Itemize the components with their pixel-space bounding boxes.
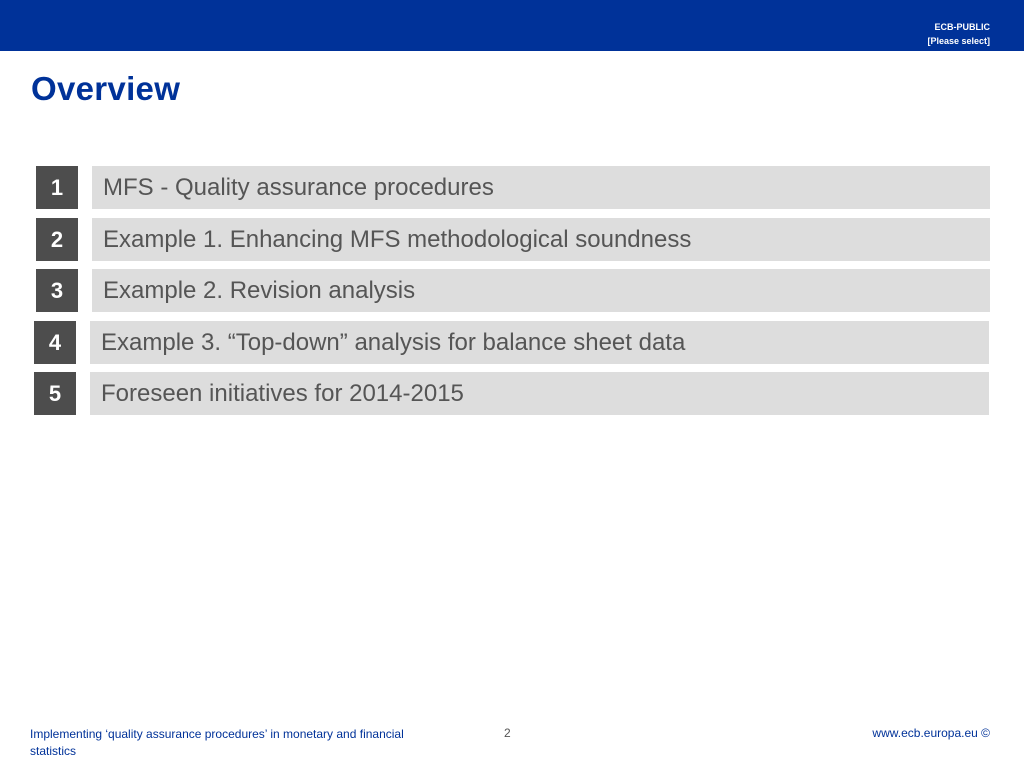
footer-website-link[interactable]: www.ecb.europa.eu © [872,726,990,740]
page-number: 2 [504,726,511,740]
agenda-label-2: Example 1. Enhancing MFS methodological soundness [92,218,990,261]
classification-line-1: ECB-PUBLIC [934,22,990,32]
slide-title: Overview [31,70,181,107]
agenda-label-5: Foreseen initiatives for 2014-2015 [90,372,989,415]
agenda-number-2: 2 [36,218,78,261]
classification-line-2: [Please select] [927,36,990,46]
agenda-label-1: MFS - Quality assurance procedures [92,166,990,209]
agenda-number-3: 3 [36,269,78,312]
agenda-label-3: Example 2. Revision analysis [92,269,990,312]
agenda-number-1: 1 [36,166,78,209]
footer-presentation-title: Implementing ‘quality assurance procedures’ in monetary and financial statistics [30,727,404,758]
agenda-number-5: 5 [34,372,76,415]
agenda-number-4: 4 [34,321,76,364]
agenda-label-4: Example 3. “Top-down” analysis for balance sheet data [90,321,989,364]
